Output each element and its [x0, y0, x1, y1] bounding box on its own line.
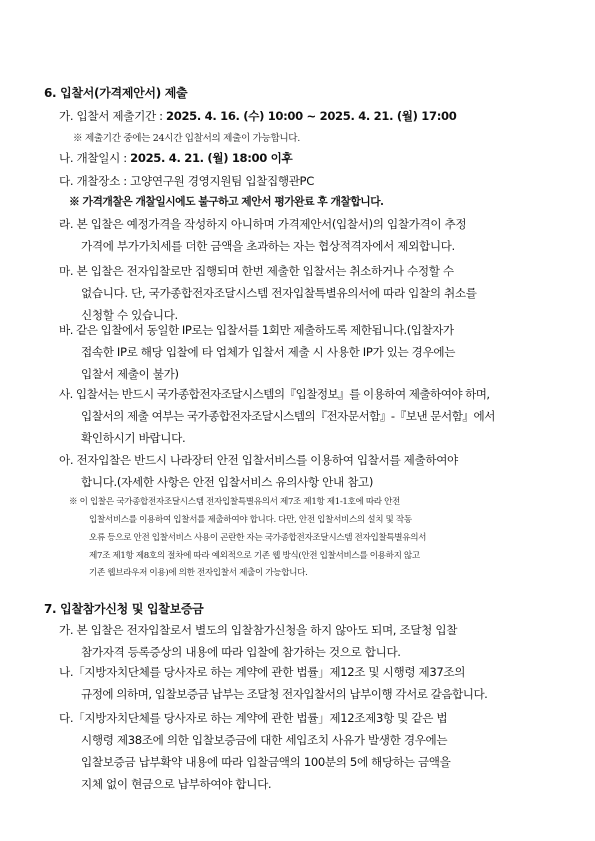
section-6-title: 6. 입찰서(가격제안서) 제출 [44, 86, 188, 100]
item-da-line3: 입찰보증금 납부확약 내용에 따라 입찰금액의 100분의 5에 해당하는 금액을 [81, 755, 451, 769]
item-ba-line1: 바. 같은 입찰에서 동일한 IP로는 입찰서를 1회만 제출하도록 제한됩니다.(입찰자가 [59, 323, 454, 337]
note-submission-24h: ※ 제출기간 중에는 24시간 입찰서의 제출이 가능합니다. [73, 133, 300, 144]
item-sa-line1: 사. 입찰서는 반드시 국가종합전자조달시스템의『입찰정보』를 이용하여 제출하여야 하며, [59, 387, 490, 401]
item-da-line2: 시행령 제38조에 의한 입찰보증금에 대한 세입조치 사유가 발생한 경우에는 [81, 733, 448, 747]
item-ma-line2: 없습니다. 단, 국가종합전자조달시스템 전자입찰특별유의서에 따라 입찰의 취소를 [81, 286, 477, 300]
item-ba-line3: 입찰서 제출이 불가) [81, 367, 179, 381]
item-na-line2: 규정에 의하며, 입찰보증금 납부는 조달청 전자입찰서의 납부이행 각서로 갈음합니다. [81, 687, 488, 701]
item-sa-line2: 입찰서의 제출 여부는 국가종합전자조달시스템의『전자문서함』-『보낸 문서함』에서 [81, 409, 495, 423]
item-ma-line1: 마. 본 입찰은 전자입찰로만 집행되며 한번 제출한 입찰서는 취소하거나 수정할 수 [59, 264, 454, 278]
item-ra-line1: 라. 본 입찰은 예정가격을 작성하지 아니하며 가격제안서(입찰서)의 입찰가격이 추정 [59, 217, 467, 231]
item-da-line4: 지체 없이 현금으로 납부하여야 합니다. [81, 777, 272, 791]
item-sa-line3: 확인하시기 바랍니다. [81, 431, 186, 445]
value: 2025. 4. 16. (수) 10:00 ~ 2025. 4. 21. (월) 17:00 [166, 109, 457, 123]
item-a-line1: 아. 전자입찰은 반드시 나라장터 안전 입찰서비스를 이용하여 입찰서를 제출하여야 [59, 453, 458, 467]
item-ga-line1: 가. 본 입찰은 전자입찰로서 별도의 입찰참가신청을 하지 않아도 되며, 조달청 입찰 [59, 623, 458, 637]
item-ga-submission-period [59, 108, 456, 124]
note-safe-service-line2: 입찰서비스를 이용하여 입찰서를 제출하여야 합니다. 다만, 안전 입찰서비스의 설치 및 작동 [89, 515, 412, 525]
item-ma-line3: 신청할 수 있습니다. [81, 308, 178, 322]
note-safe-service-line3: 오류 등으로 안전 입찰서비스 사용이 곤란한 자는 국가종합전자조달시스템 전자입찰특별유의서 [89, 533, 427, 543]
note-safe-service-line5: 기존 웹브라우저 이용)에 의한 전자입찰서 제출이 가능합니다. [89, 568, 308, 578]
note-safe-service-line1: ※ 이 입찰은 국가종합전자조달시스템 전자입찰특별유의서 제7조 제1항 제1-1호에 따라 안전 [69, 497, 401, 507]
item-a-line2: 합니다.(자세한 사항은 안전 입찰서비스 유의사항 안내 참고) [81, 475, 374, 489]
section-7-title: 7. 입찰참가신청 및 입찰보증금 [44, 602, 204, 616]
item-ba-line2: 접속한 IP로 해당 입찰에 타 업체가 입찰서 제출 시 사용한 IP가 있는 경우에는 [81, 345, 456, 359]
label: 가. 입찰서 제출기간 : [59, 109, 167, 123]
value: 2025. 4. 21. (월) 18:00 이후 [130, 151, 293, 165]
note-price-opening: ※ 가격개찰은 개찰일시에도 불구하고 제안서 평가완료 후 개찰합니다. [69, 195, 384, 208]
item-ga-line2: 참가자격 등록증상의 내용에 따라 입찰에 참가하는 것으로 합니다. [81, 645, 401, 659]
label: 나. 개찰일시 : [59, 151, 131, 165]
item-ra-line2: 가격에 부가가치세를 더한 금액을 초과하는 자는 협상적격자에서 제외합니다. [81, 239, 455, 253]
item-na-opening-datetime [59, 150, 292, 166]
item-da-opening-place: 다. 개찰장소 : 고양연구원 경영지원팀 입찰집행관PC [59, 174, 314, 188]
note-safe-service-line4: 제7조 제1항 제8호의 절차에 따라 예외적으로 기존 웹 방식(안전 입찰서비스를 이용하지 않고 [89, 551, 420, 561]
item-na-line1: 나.「지방자치단체를 당사자로 하는 계약에 관한 법률」제12조 및 시행령 제37조의 [59, 665, 466, 679]
item-da-line1: 다.「지방자치단체를 당사자로 하는 계약에 관한 법률」제12조제3항 및 같은 법 [59, 711, 448, 725]
